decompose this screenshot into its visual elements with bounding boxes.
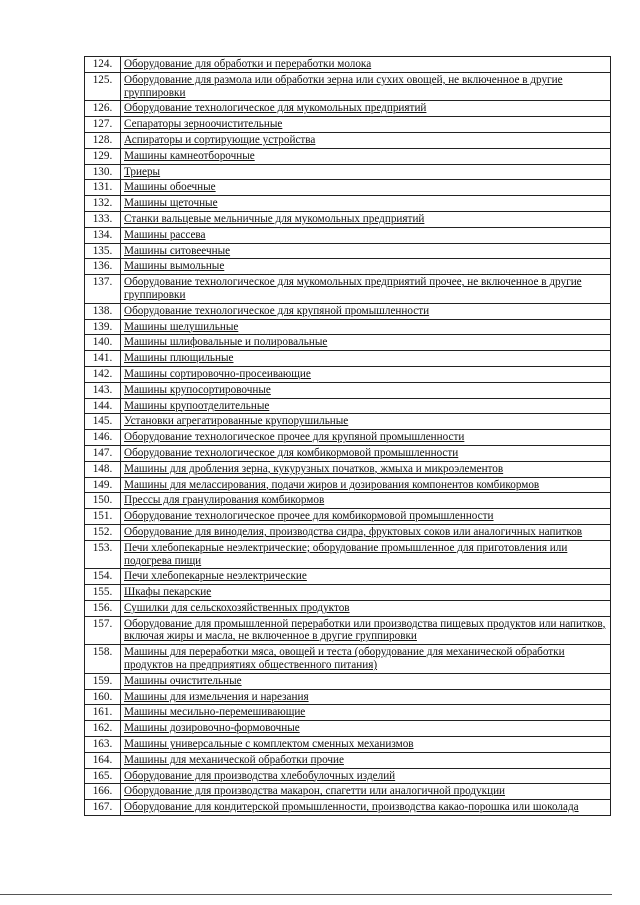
table-row [85,303,611,319]
row-description: Оборудование для промышленной переработки или производства пищевых продуктов или напитков, включая жиры и масла, не включенное в другие группировки [121,616,611,645]
row-description: Машины обоечные [121,180,611,196]
row-number: 147. [85,445,121,461]
row-number: 145. [85,414,121,430]
table-row [85,196,611,212]
row-number: 129. [85,148,121,164]
row-number: 152. [85,524,121,540]
row-number: 166. [85,784,121,800]
row-description: Сепараторы зерноочистительные [121,117,611,133]
row-description: Машины для измельчения и нарезания [121,689,611,705]
table-row [85,259,611,275]
table-row [85,180,611,196]
row-number: 154. [85,569,121,585]
row-number: 155. [85,585,121,601]
row-number: 148. [85,461,121,477]
row-number: 125. [85,72,121,101]
row-description: Аспираторы и сортирующие устройства [121,132,611,148]
row-description: Оборудование технологическое для мукомольных предприятий [121,101,611,117]
row-description: Машины сортировочно-просеивающие [121,366,611,382]
table-row [85,540,611,569]
row-description: Шкафы пекарские [121,585,611,601]
row-number: 149. [85,477,121,493]
row-description: Печи хлебопекарные неэлектрические; оборудование промышленное для приготовления или подогрева пищи [121,540,611,569]
table-row [85,616,611,645]
row-description: Оборудование для производства макарон, спагетти или аналогичной продукции [121,784,611,800]
equipment-table [84,56,611,816]
row-description: Машины плющильные [121,351,611,367]
table-row [85,275,611,304]
row-number: 142. [85,366,121,382]
row-number: 139. [85,319,121,335]
table-row [85,164,611,180]
row-number: 130. [85,164,121,180]
row-number: 163. [85,737,121,753]
row-description: Печи хлебопекарные неэлектрические [121,569,611,585]
table-row [85,721,611,737]
table-row [85,689,611,705]
row-description: Оборудование для размола или обработки зерна или сухих овощей, не включенное в другие группировки [121,72,611,101]
row-description: Оборудование технологическое для крупяной промышленности [121,303,611,319]
table-row [85,101,611,117]
row-description: Машины универсальные с комплектом сменных механизмов [121,737,611,753]
row-description: Оборудование технологическое для мукомольных предприятий прочее, не включенное в другие группировки [121,275,611,304]
row-description: Машины дозировочно-формовочные [121,721,611,737]
row-description: Прессы для гранулирования комбикормов [121,493,611,509]
row-number: 136. [85,259,121,275]
table-row [85,351,611,367]
table-row [85,645,611,674]
row-description: Машины месильно-перемешивающие [121,705,611,721]
table-row [85,335,611,351]
row-number: 157. [85,616,121,645]
row-description: Триеры [121,164,611,180]
row-description: Оборудование для обработки и переработки молока [121,57,611,73]
row-description: Машины рассева [121,227,611,243]
table-row [85,705,611,721]
row-number: 126. [85,101,121,117]
table-row [85,585,611,601]
table-row [85,57,611,73]
table-row [85,509,611,525]
table-row [85,132,611,148]
table-row [85,227,611,243]
table-row [85,600,611,616]
row-number: 146. [85,430,121,446]
row-description: Машины крупоотделительные [121,398,611,414]
row-number: 162. [85,721,121,737]
table-row [85,461,611,477]
table-row [85,319,611,335]
row-number: 160. [85,689,121,705]
table-row [85,445,611,461]
table-row [85,398,611,414]
table-row [85,430,611,446]
row-description: Машины шлифовальные и полировальные [121,335,611,351]
row-description: Машины вымольные [121,259,611,275]
table-row [85,243,611,259]
row-description: Машины для мелассирования, подачи жиров и дозирования компонентов комбикормов [121,477,611,493]
table-row [85,784,611,800]
table-row [85,768,611,784]
row-description: Оборудование технологическое прочее для крупяной промышленности [121,430,611,446]
row-number: 140. [85,335,121,351]
row-number: 137. [85,275,121,304]
row-number: 153. [85,540,121,569]
row-number: 143. [85,382,121,398]
table-row [85,414,611,430]
table-row [85,477,611,493]
row-description: Оборудование технологическое прочее для комбикормовой промышленности [121,509,611,525]
row-number: 131. [85,180,121,196]
row-description: Машины шелушильные [121,319,611,335]
table-row [85,382,611,398]
footer-divider [0,894,612,895]
row-description: Машины крупосортировочные [121,382,611,398]
row-description: Сушилки для сельскохозяйственных продуктов [121,600,611,616]
row-number: 132. [85,196,121,212]
row-number: 167. [85,800,121,816]
row-description: Машины для дробления зерна, кукурузных початков, жмыха и микроэлементов [121,461,611,477]
row-number: 135. [85,243,121,259]
row-description: Машины для механической обработки прочие [121,752,611,768]
row-description: Машины камнеотборочные [121,148,611,164]
table-row [85,673,611,689]
row-description: Машины для переработки мяса, овощей и теста (оборудование для механической обработки продуктов на предприятиях общественного питания) [121,645,611,674]
row-description: Оборудование технологическое для комбикормовой промышленности [121,445,611,461]
table-row [85,117,611,133]
row-description: Машины щеточные [121,196,611,212]
table-row [85,211,611,227]
row-number: 128. [85,132,121,148]
table-row [85,72,611,101]
row-number: 141. [85,351,121,367]
table-row [85,524,611,540]
row-number: 164. [85,752,121,768]
row-number: 133. [85,211,121,227]
row-description: Станки вальцевые мельничные для мукомольных предприятий [121,211,611,227]
row-description: Машины ситовеечные [121,243,611,259]
row-description: Оборудование для производства хлебобулочных изделий [121,768,611,784]
row-description: Оборудование для виноделия, производства сидра, фруктовых соков или аналогичных напитков [121,524,611,540]
row-number: 161. [85,705,121,721]
row-number: 127. [85,117,121,133]
row-number: 165. [85,768,121,784]
row-number: 159. [85,673,121,689]
row-description: Машины очистительные [121,673,611,689]
row-number: 158. [85,645,121,674]
row-number: 134. [85,227,121,243]
row-description: Установки агрегатированные крупорушильные [121,414,611,430]
table-row [85,493,611,509]
row-number: 144. [85,398,121,414]
row-number: 151. [85,509,121,525]
row-number: 156. [85,600,121,616]
row-description: Оборудование для кондитерской промышленности, производства какао-порошка или шоколада [121,800,611,816]
table-row [85,800,611,816]
table-row [85,366,611,382]
row-number: 124. [85,57,121,73]
row-number: 150. [85,493,121,509]
table-row [85,148,611,164]
table-row [85,737,611,753]
row-number: 138. [85,303,121,319]
table-row [85,752,611,768]
table-row [85,569,611,585]
table-body [85,57,611,816]
